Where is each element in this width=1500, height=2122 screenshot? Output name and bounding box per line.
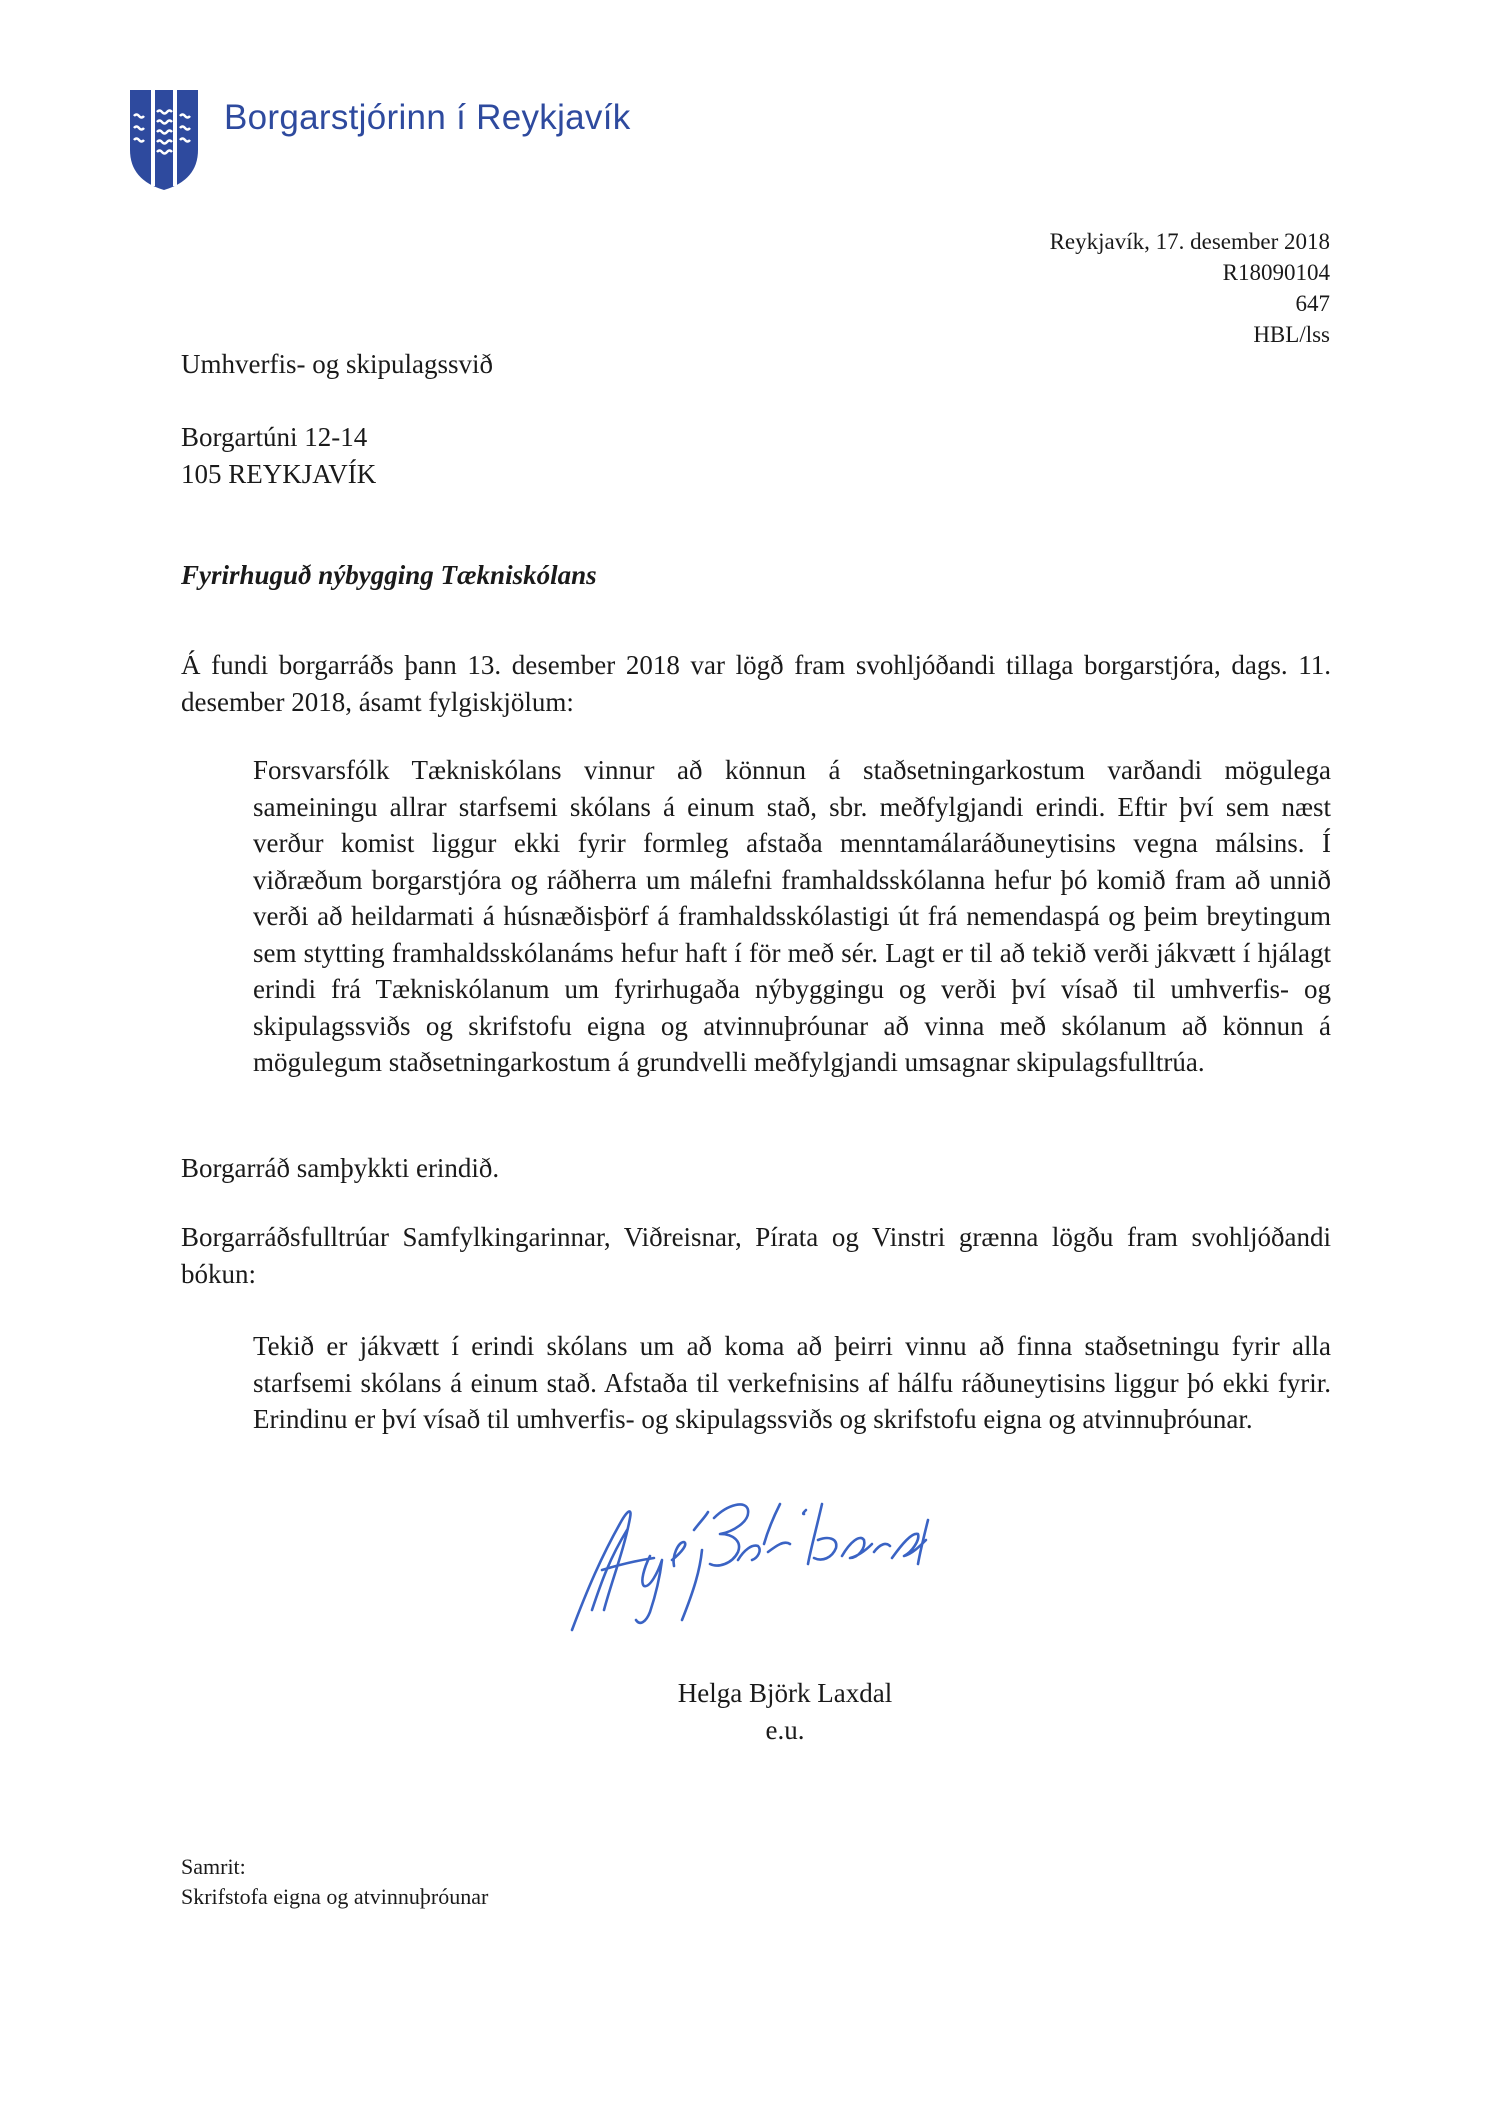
copies-label: Samrit:	[181, 1854, 246, 1879]
approval-paragraph: Borgarráð samþykkti erindið.	[181, 1153, 500, 1183]
recipient-name: Umhverfis- og skipulagssvið	[181, 349, 493, 379]
author-initials: HBL/lss	[1253, 322, 1330, 347]
intro-paragraph: Á fundi borgarráðs þann 13. desember 2018 var lögð fram svohljóðandi tillaga borgarstjóra, dags. 11. desember 2018, ásamt fylgiskjölum:	[181, 650, 1331, 717]
reference-block	[1050, 226, 1330, 350]
copies-recipient: Skrifstofa eigna og atvinnuþróunar	[181, 1884, 489, 1909]
reykjavik-crest-icon	[128, 88, 200, 192]
protocol-quote: Tekið er jákvætt í erindi skólans um að koma að þeirri vinnu að finna staðsetningu fyrir alla starfsemi skólans á einum stað. Afstaða til verkefnisins af hálfu ráðuneytisins liggur þó ekki fyrir. Erindinu er því vísað til umhverfis- og skipulagssviðs og skrifstofu eigna og atvinnuþróunar.	[253, 1331, 1331, 1434]
signer-name: Helga Björk Laxdal	[677, 1678, 893, 1708]
organization-name: Borgarstjórinn í Reykjavík	[224, 98, 631, 137]
signer-block	[0, 1675, 1500, 1749]
council-members-paragraph: Borgarráðsfulltrúar Samfylkingarinnar, Viðreisnar, Pírata og Vinstri grænna lögðu fram svohljóðandi bókun:	[181, 1222, 1331, 1289]
case-number: R18090104	[1222, 260, 1330, 285]
proposal-quote: Forsvarsfólk Tækniskólans vinnur að könnun á staðsetningarkostum varðandi mögulega sameiningu allrar starfsemi skólans á einum stað, sbr. meðfylgjandi erindi. Eftir því sem næst verður komist liggur ekki fyrir formleg afstaða menntamálaráðuneytisins vegna málsins. Í viðræðum borgarstjóra og ráðherra um málefni framhaldsskólanna hefur þó komið fram að unnið verði að heildarmati á húsnæðisþörf á framhaldsskólastigi út frá nemendaspá og þeim breytingum sem stytting framhaldsskólanáms hefur haft í för með sér. Lagt er til að tekið verði jákvætt í hjálagt erindi frá Tækniskólanum um fyrirhugaða nýbyggingu og verði því vísað til umhverfis- og skipulagssviðs og skrifstofu eigna og atvinnuþróunar að vinna með skólanum að könnun á mögulegum staðsetningarkostum á grundvelli meðfylgjandi umsagnar skipulagsfulltrúa.	[253, 755, 1331, 1077]
copies-block	[181, 1852, 488, 1912]
signer-on-behalf: e.u.	[765, 1715, 805, 1745]
recipient-address	[181, 346, 493, 493]
place-date: Reykjavík, 17. desember 2018	[1049, 229, 1330, 254]
letter-subject: Fyrirhuguð nýbygging Tækniskólans	[181, 560, 597, 590]
document-number: 647	[1295, 291, 1330, 316]
handwritten-signature	[532, 1460, 972, 1650]
recipient-postal: 105 REYKJAVÍK	[181, 459, 377, 489]
recipient-street: Borgartúni 12-14	[181, 422, 368, 452]
